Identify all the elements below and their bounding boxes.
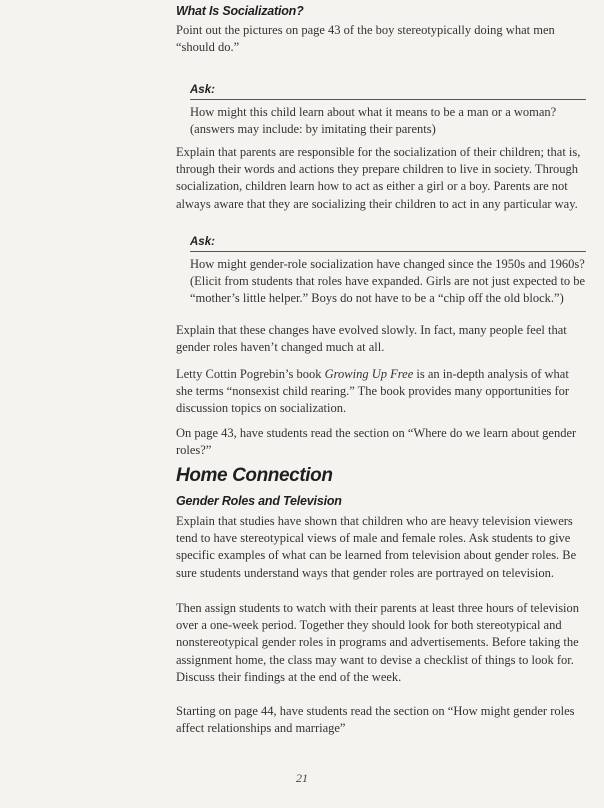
paragraph-text: Explain that these changes have evolved slowly. In fact, many people feel that gender roles haven’t changed much at all. [176, 323, 567, 355]
paragraph-text: Point out the pictures on page 43 of the boy stereotypically doing what men “should do.” [176, 23, 555, 55]
text-run: Letty Cottin Pogrebin’s book [176, 367, 325, 381]
paragraph [176, 322, 586, 356]
paragraph [176, 513, 586, 582]
heading-home-connection: Home Connection [176, 465, 333, 486]
paragraph-text: Explain that parents are responsible for the socialization of their children; that is, through their words and actions they prepare children to live in society. Through socialization, children learn how to act as either a girl or a boy. Parents are not always aware that they are socializing their children to act in any particular way. [176, 145, 581, 211]
subheading-gender-roles-television: Gender Roles and Television [176, 494, 342, 508]
paragraph [176, 703, 586, 737]
section-heading-socialization [176, 4, 586, 18]
ask-text: How might this child learn about what it means to be a man or a woman? (answers may include: by imitating their parents) [190, 105, 557, 137]
paragraph [176, 22, 576, 56]
page-number: 21 [296, 771, 308, 785]
paragraph-text [176, 366, 586, 418]
paragraph-text: Then assign students to watch with their parents at least three hours of television over a one-week period. Together they should look for both stereotypical and nonstereotypical gender roles in programs and advertisements. Before taking the assignment home, the class may want to devise a checklist of things to look for. Discuss their findings at the end of the week. [176, 601, 580, 684]
paragraph [176, 144, 586, 213]
text-run: is an in-depth analysis of what she terms “nonsexist child rearing.” The book provides many opportunities for discussion topics on socialization. [176, 367, 570, 416]
book-title: Growing Up Free [324, 367, 414, 381]
ask-rule [190, 232, 586, 252]
ask-rule [190, 80, 586, 100]
paragraph-text: On page 43, have students read the section on “Where do we learn about gender roles?” [176, 426, 577, 458]
ask-text: How might gender-role socialization have changed since the 1950s and 1960s? (Elicit from students that roles have expanded. Girls are not just expected to be “mother’s little helper.” Boys do not have to be a “chip off the old block.”) [190, 257, 586, 306]
ask-block-2 [190, 232, 586, 252]
paragraph-text: Starting on page 44, have students read the section on “How might gender roles affect relationships and marriage” [176, 704, 575, 736]
ask-question-1 [190, 104, 586, 138]
subheading-block [176, 494, 586, 508]
paragraph-text: Explain that studies have shown that children who are heavy television viewers tend to have stereotypical views of male and female roles. Ask students to give specific examples of what can be learned from television about gender roles. Be sure students understand ways that gender roles are portrayed on television. [176, 514, 577, 580]
paragraph [176, 425, 586, 459]
section-heading-home-connection [176, 465, 586, 487]
heading-what-is-socialization: What Is Socialization? [176, 4, 304, 18]
ask-label: Ask: [190, 84, 215, 96]
paragraph-book [176, 366, 586, 418]
ask-block-1 [190, 80, 586, 100]
paragraph [176, 600, 586, 686]
ask-question-2 [190, 256, 586, 308]
ask-label: Ask: [190, 236, 215, 248]
